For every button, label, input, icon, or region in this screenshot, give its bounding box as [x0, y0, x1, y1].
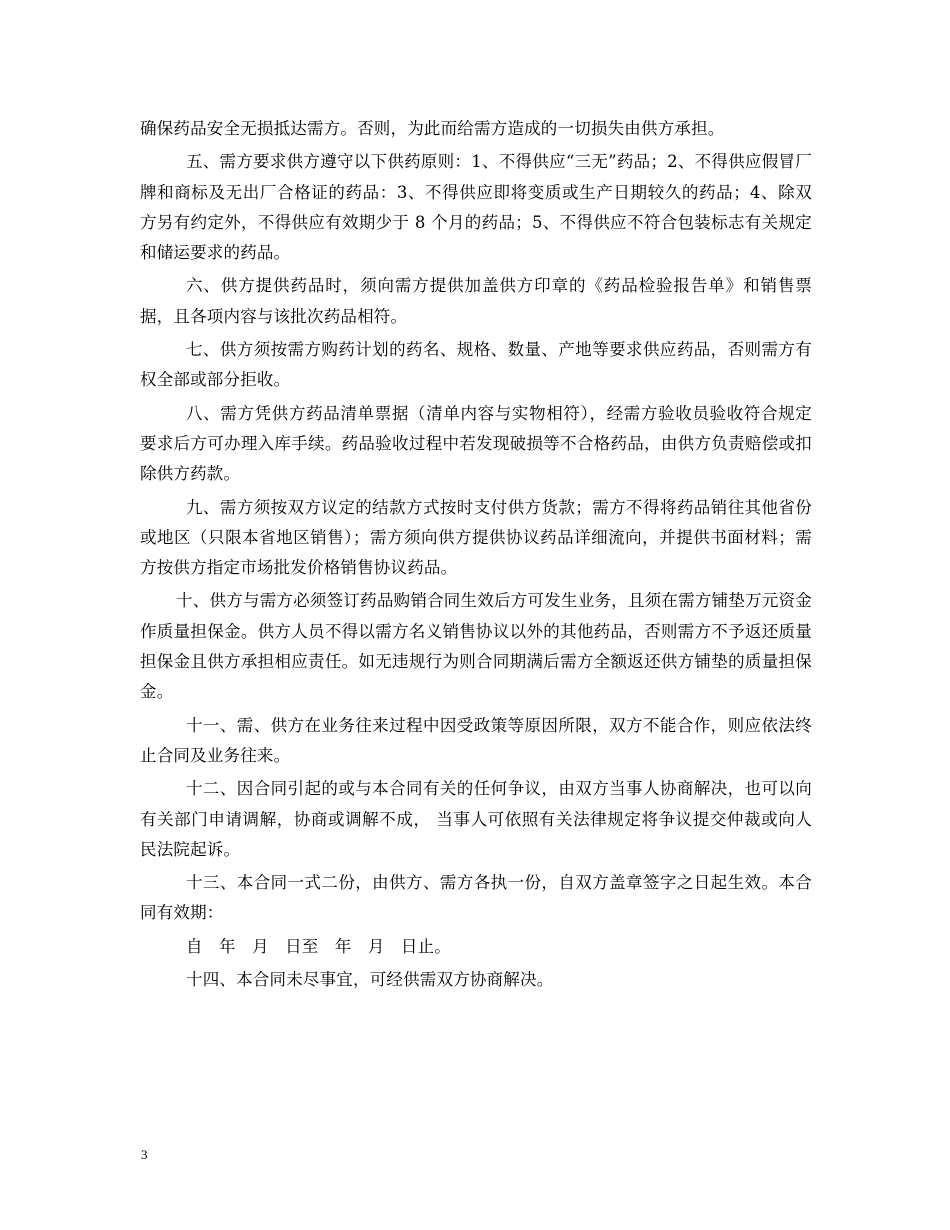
paragraph-clause-11: 十一、需、供方在业务往来过程中因受政策等原因所限，双方不能合作，则应依法终止合同及业务往来。	[140, 715, 812, 765]
paragraph-clause-9: 九、需方须按双方议定的结款方式按时支付供方货款；需方不得将药品销往其他省份或地区（只限本省地区销售）；需方须向供方提供协议药品详细流向，并提供书面材料；需方按供方指定市场批发价格销售协议药品。	[140, 497, 812, 578]
validity-date-line: 自 年 月 日至 年 月 日止。	[186, 936, 452, 956]
paragraph-continuation: 确保药品安全无损抵达需方。否则，为此而给需方造成的一切损失由供方承担。	[140, 119, 725, 138]
page-number: 3	[141, 1147, 148, 1162]
paragraph-clause-5: 五、需方要求供方遵守以下供药原则：1、不得供应“三无”药品；2、不得供应假冒厂牌和商标及无出厂合格证的药品：3、不得供应即将变质或生产日期较久的药品；4、除双方另有约定外，不得供应有效期少于 8 个月的药品；5、不得供应不符合包装标志有关规定和储运要求的药品。	[140, 152, 812, 263]
document-body	[140, 114, 812, 998]
paragraph-clause-8: 八、需方凭供方药品清单票据（清单内容与实物相符），经需方验收员验收符合规定要求后方可办理入库手续。药品验收过程中若发现破损等不合格药品，由供方负责赔偿或扣除供方药款。	[140, 403, 812, 484]
paragraph-clause-14: 十四、本合同未尽事宜，可经供需双方协商解决。	[186, 970, 554, 990]
paragraph-clause-13: 十三、本合同一式二份，由供方、需方各执一份，自双方盖章签字之日起生效。本合同有效期：	[140, 873, 812, 923]
paragraph-clause-10: 十、供方与需方必须签订药品购销合同生效后方可发生业务，且须在需方铺垫万元资金作质量担保金。供方人员不得以需方名义销售协议以外的其他药品，否则需方不予返还质量担保金且供方承担相应责任。如无违规行为则合同期满后需方全额返还供方铺垫的质量担保金。	[140, 591, 812, 702]
paragraph-clause-6: 六、供方提供药品时，须向需方提供加盖供方印章的《药品检验报告单》和销售票据，且各项内容与该批次药品相符。	[140, 276, 812, 326]
paragraph-clause-7: 七、供方须按需方购药计划的药名、规格、数量、产地等要求供应药品，否则需方有权全部或部分拒收。	[140, 340, 812, 390]
paragraph-clause-12: 十二、因合同引起的或与本合同有关的任何争议，由双方当事人协商解决，也可以向有关部门申请调解，协商或调解不成， 当事人可依照有关法律规定将争议提交仲裁或向人民法院起诉。	[140, 779, 812, 859]
